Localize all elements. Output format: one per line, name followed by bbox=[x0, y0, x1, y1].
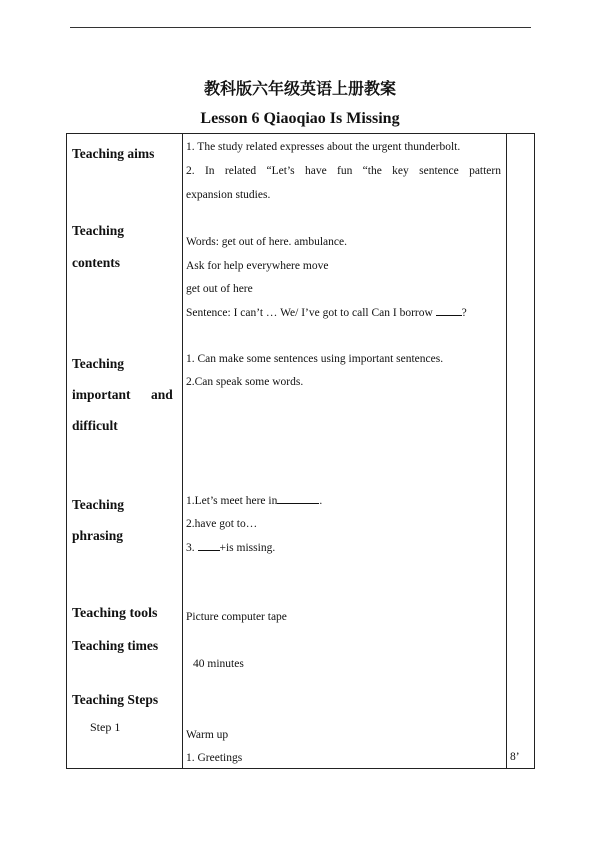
steps-greetings: 1. Greetings bbox=[186, 752, 243, 764]
contents-sentence-text: Sentence: I can’t … We/ I’ve got to call Can I borrow bbox=[186, 307, 436, 319]
blank-line bbox=[277, 493, 319, 504]
phrasing-line-1-end: . bbox=[319, 495, 323, 507]
column-divider-right bbox=[506, 134, 507, 768]
label-step-1: Step 1 bbox=[90, 720, 121, 734]
label-teaching-important-1: Teaching bbox=[72, 356, 125, 371]
contents-words: Words: get out of here. ambulance. bbox=[186, 236, 347, 248]
tools-value: Picture computer tape bbox=[186, 611, 287, 623]
contents-sentence-end: ? bbox=[461, 307, 467, 319]
label-teaching-important-2b: and bbox=[151, 387, 173, 402]
aims-line-2: 2. In related “Let’s have fun “the key sentence pattern bbox=[186, 165, 501, 177]
label-teaching-tools: Teaching tools bbox=[72, 606, 158, 621]
label-teaching-contents-2: contents bbox=[72, 255, 120, 270]
blank-line bbox=[436, 305, 462, 316]
label-teaching-important-3: difficult bbox=[72, 418, 118, 433]
label-teaching-important-2a: important bbox=[72, 387, 131, 402]
contents-sentence bbox=[186, 305, 501, 321]
lesson-plan-table bbox=[66, 133, 535, 769]
label-teaching-aims: Teaching aims bbox=[72, 146, 155, 161]
label-teaching-contents-1: Teaching bbox=[72, 223, 125, 238]
phrasing-line-1 bbox=[186, 493, 501, 509]
aims-line-1: 1. The study related expresses about the urgent thunderbolt. bbox=[186, 141, 461, 153]
blank-line bbox=[198, 540, 220, 551]
lesson-title: Lesson 6 Qiaoqiao Is Missing bbox=[200, 110, 400, 127]
label-teaching-times: Teaching times bbox=[72, 638, 159, 653]
important-line-2: 2.Can speak some words. bbox=[186, 376, 304, 388]
phrasing-line-3-text: +is missing. bbox=[219, 542, 276, 554]
aims-line-3: expansion studies. bbox=[186, 189, 271, 201]
phrasing-line-3 bbox=[186, 540, 501, 556]
label-teaching-phrasing-2: phrasing bbox=[72, 528, 124, 543]
times-value: 40 minutes bbox=[193, 658, 244, 670]
label-teaching-steps: Teaching Steps bbox=[72, 692, 159, 707]
column-divider-left bbox=[182, 134, 183, 768]
header-rule bbox=[70, 27, 531, 28]
phrasing-line-1-text: 1.Let’s meet here in bbox=[186, 495, 278, 507]
contents-ask: Ask for help everywhere move bbox=[186, 260, 329, 272]
phrasing-line-3-num: 3. bbox=[186, 542, 198, 554]
contents-get-out: get out of here bbox=[186, 283, 253, 295]
steps-warm-up: Warm up bbox=[186, 729, 229, 741]
phrasing-line-2: 2.have got to… bbox=[186, 518, 258, 530]
label-teaching-phrasing-1: Teaching bbox=[72, 497, 125, 512]
document-title-chinese: 教科版六年级英语上册教案 bbox=[203, 79, 396, 98]
steps-time: 8’ bbox=[510, 751, 520, 763]
important-line-1: 1. Can make some sentences using important sentences. bbox=[186, 353, 444, 365]
